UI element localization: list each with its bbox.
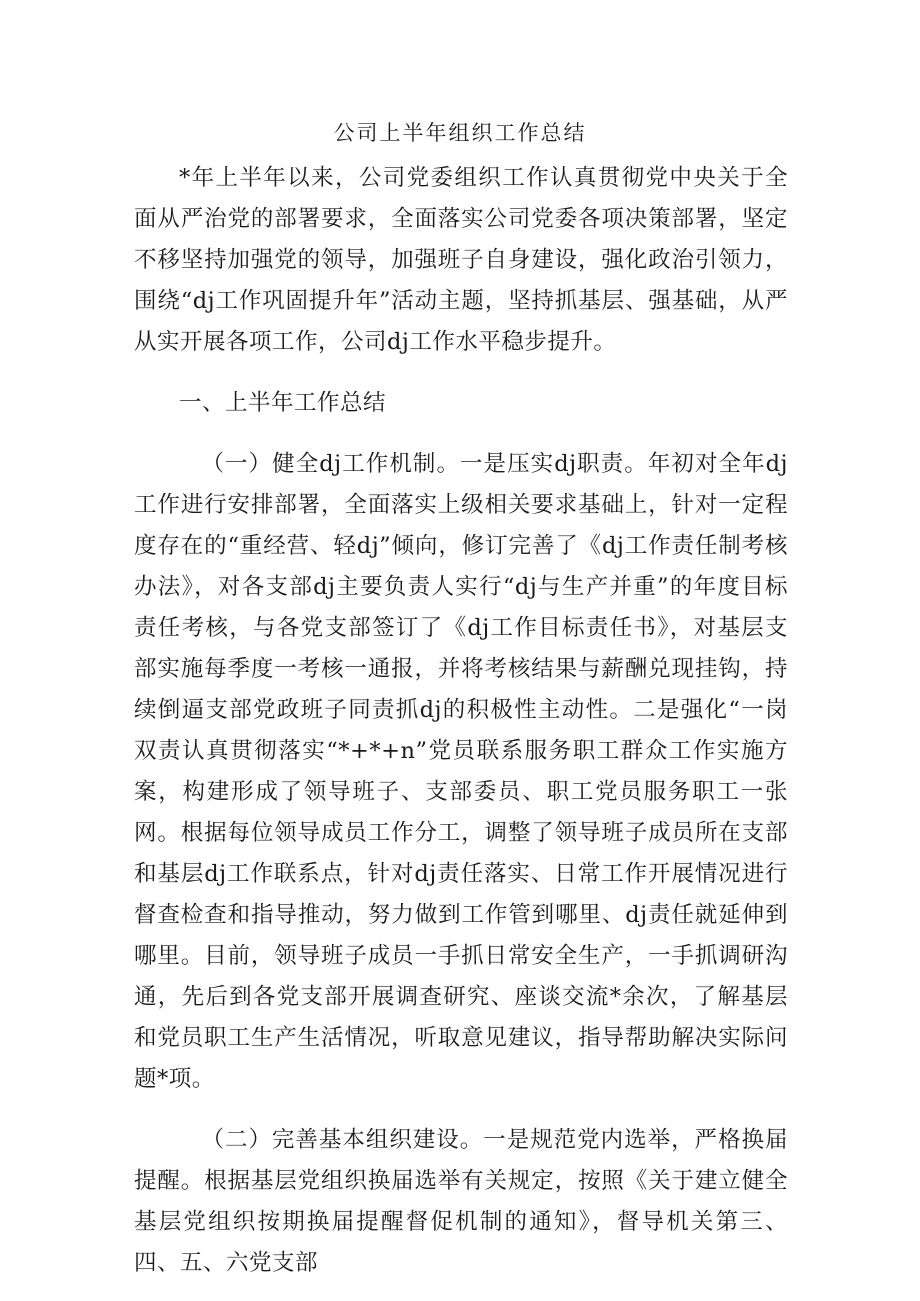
paragraph-organization-building: （二）完善基本组织建设。一是规范党内选举，严格换届提醒。根据基层党组织换届选举有关规定，按照《关于建立健全基层党组织按期换届提醒督促机制的通知》，督导机关第三、四、五、六党支部 xyxy=(134,1127,788,1276)
section-heading-summary: 一、上半年工作总结 xyxy=(179,390,387,416)
paragraph-work-mechanism: （一）健全dj工作机制。一是压实dj职责。年初对全年dj工作进行安排部署，全面落实上级相关要求基础上，针对一定程度存在的“重经营、轻dj”倾向，修订完善了《dj工作责任制考核办法》，对各支部dj主要负责人实行“dj与生产并重”的年度目标责任考核，与各党支部签订了《dj工作目标责任书》，对基层支部实施每季度一考核一通报，并将考核结果与薪酬兑现挂钩，持续倒逼支部党政班子同责抓dj的积极性主动性。二是强化“一岗双责认真贯彻落实“*+*+n”党员联系服务职工群众工作实施方案，构建形成了领导班子、支部委员、职工党员服务职工一张网。根据每位领导成员工作分工，调整了领导班子成员所在支部和基层dj工作联系点，针对dj责任落实、日常工作开展情况进行督查检查和指导推动，努力做到工作管到哪里、dj责任就延伸到哪里。目前，领导班子成员一手抓日常安全生产，一手抓调研沟通，先后到各党支部开展调查研究、座谈交流*余次，了解基层和党员职工生产生活情况，听取意见建议，指导帮助解决实际问题*项。 xyxy=(134,451,788,1092)
document-body xyxy=(134,158,788,1284)
document-title: 公司上半年组织工作总结 xyxy=(333,121,587,145)
intro-paragraph: *年上半年以来，公司党委组织工作认真贯彻党中央关于全面从严治党的部署要求，全面落实公司党委各项决策部署，坚定不移坚持加强党的领导，加强班子自身建设，强化政治引领力，围绕“dj工作巩固提升年”活动主题，坚持抓基层、强基础，从严从实开展各项工作，公司dj工作水平稳步提升。 xyxy=(134,165,788,355)
